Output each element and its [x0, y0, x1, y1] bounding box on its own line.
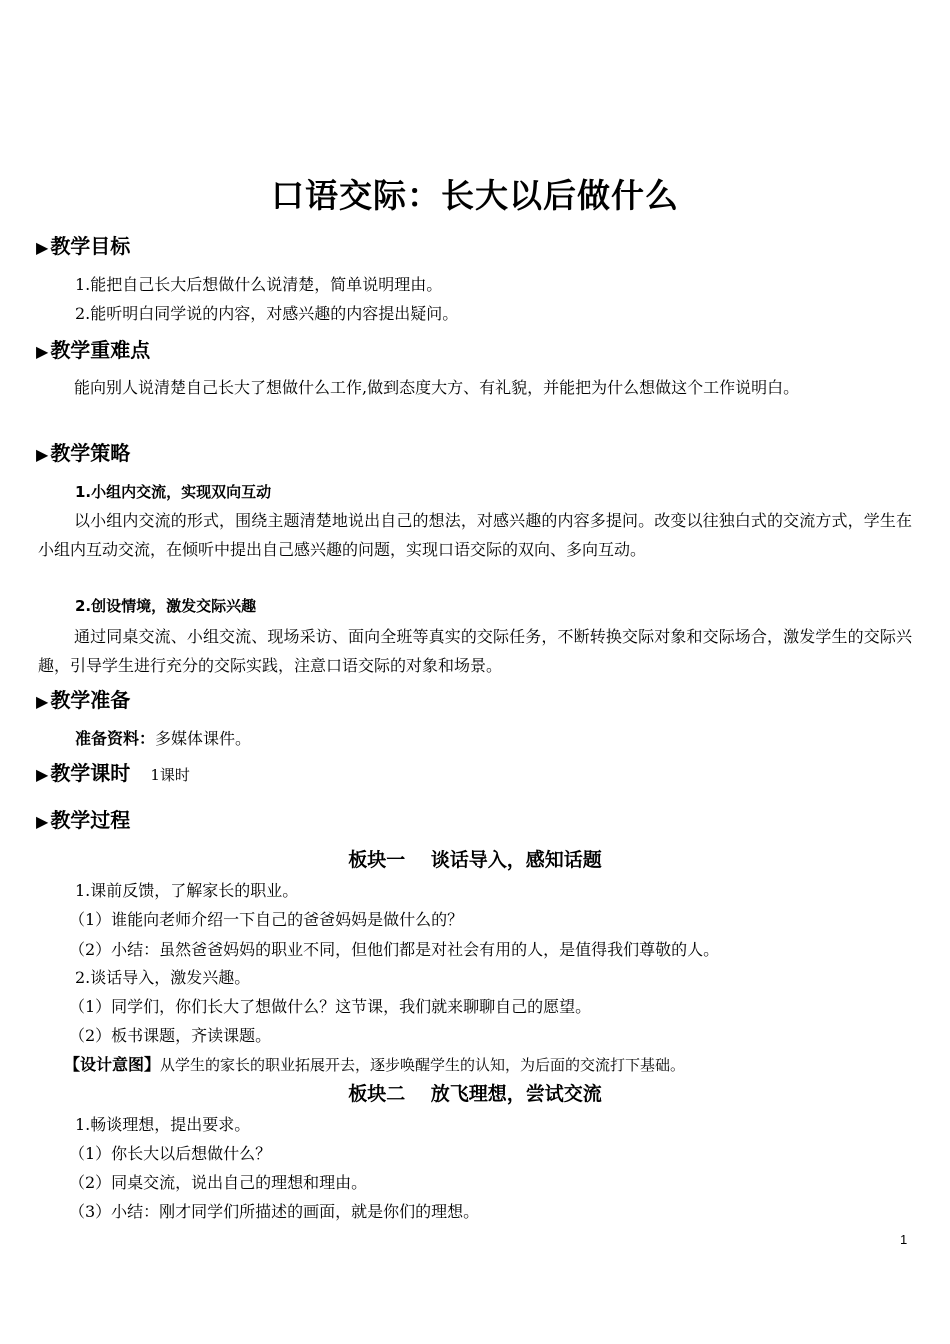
preparation-line	[75, 724, 251, 754]
objective-item: 2.能听明白同学说的内容，对感兴趣的内容提出疑问。	[75, 304, 459, 323]
process-line: 1.畅谈理想，提出要求。	[75, 1115, 251, 1134]
preparation-label: 准备资料：	[75, 729, 156, 748]
section-heading-text: 教学目标	[50, 234, 131, 258]
process-line: （3）小结：刚才同学们所描述的画面，就是你们的理想。	[69, 1202, 480, 1221]
section-heading-text: 教学准备	[50, 688, 131, 712]
document-title: 口语交际：长大以后做什么	[271, 176, 679, 215]
process-line: （1）你长大以后想做什么？	[69, 1144, 272, 1163]
section-heading-process	[36, 805, 130, 837]
process-line: （2）小结：虽然爸爸妈妈的职业不同，但他们都是对社会有用的人，是值得我们尊敬的人。	[69, 940, 720, 959]
key-points-paragraph: 能向别人说清楚自己长大了想做什么工作,做到态度大方、有礼貌，并能把为什么想做这个工作说明白。	[74, 378, 800, 397]
triangle-bullet-icon: ▶	[36, 692, 49, 711]
triangle-bullet-icon: ▶	[36, 342, 49, 361]
triangle-bullet-icon: ▶	[36, 812, 49, 831]
process-line: （2）板书课题，齐读课题。	[69, 1026, 272, 1045]
page-number: 1	[900, 1232, 908, 1247]
section-heading-objectives	[36, 231, 130, 263]
preparation-text: 多媒体课件。	[155, 729, 252, 748]
strategy-paragraph: 通过同桌交流、小组交流、现场采访、面向全班等真实的交际任务，不断转换交际对象和交际场合，激发学生的交际兴趣，引导学生进行充分的交际实践，注意口语交际的对象和场景。	[38, 627, 912, 675]
process-line: 1.课前反馈，了解家长的职业。	[75, 881, 299, 900]
section-heading-text: 教学策略	[50, 441, 131, 465]
design-intent-line	[64, 1050, 685, 1080]
strategy-paragraph: 以小组内交流的形式，围绕主题清楚地说出自己的想法，对感兴趣的内容多提问。改变以往独白式的交流方式，学生在小组内互动交流，在倾听中提出自己感兴趣的问题，实现口语交际的双向、多向互动。	[38, 511, 912, 559]
objective-item: 1.能把自己长大后想做什么说清楚，简单说明理由。	[75, 275, 443, 294]
design-intent-label: 【设计意图】	[64, 1055, 161, 1074]
process-line: 2.谈话导入，激发兴趣。	[75, 968, 251, 987]
section-heading-preparation	[36, 685, 130, 717]
block-heading: 板块二 放飞理想，尝试交流	[348, 1083, 602, 1105]
triangle-bullet-icon: ▶	[36, 238, 49, 257]
section-heading-strategies	[36, 438, 130, 470]
strategy-title: 1.小组内交流，实现双向互动	[75, 483, 272, 501]
process-line: （1）谁能向老师介绍一下自己的爸爸妈妈是做什么的？	[69, 910, 464, 929]
section-heading-text: 教学重难点	[50, 338, 151, 362]
class-hours-value: 1课时	[150, 766, 190, 784]
strategy-title: 2.创设情境，激发交际兴趣	[75, 597, 257, 615]
process-line: （2）同桌交流，说出自己的理想和理由。	[69, 1173, 368, 1192]
section-heading-class-hours	[36, 758, 190, 790]
section-heading-key-points	[36, 335, 150, 367]
triangle-bullet-icon: ▶	[36, 765, 49, 784]
block-heading: 板块一 谈话导入，感知话题	[348, 849, 602, 871]
section-heading-text: 教学过程	[50, 808, 131, 832]
process-line: （1）同学们，你们长大了想做什么？这节课，我们就来聊聊自己的愿望。	[69, 997, 592, 1016]
section-heading-text: 教学课时	[50, 761, 131, 785]
design-intent-text: 从学生的家长的职业拓展开去，逐步唤醒学生的认知，为后面的交流打下基础。	[160, 1056, 686, 1074]
triangle-bullet-icon: ▶	[36, 445, 49, 464]
